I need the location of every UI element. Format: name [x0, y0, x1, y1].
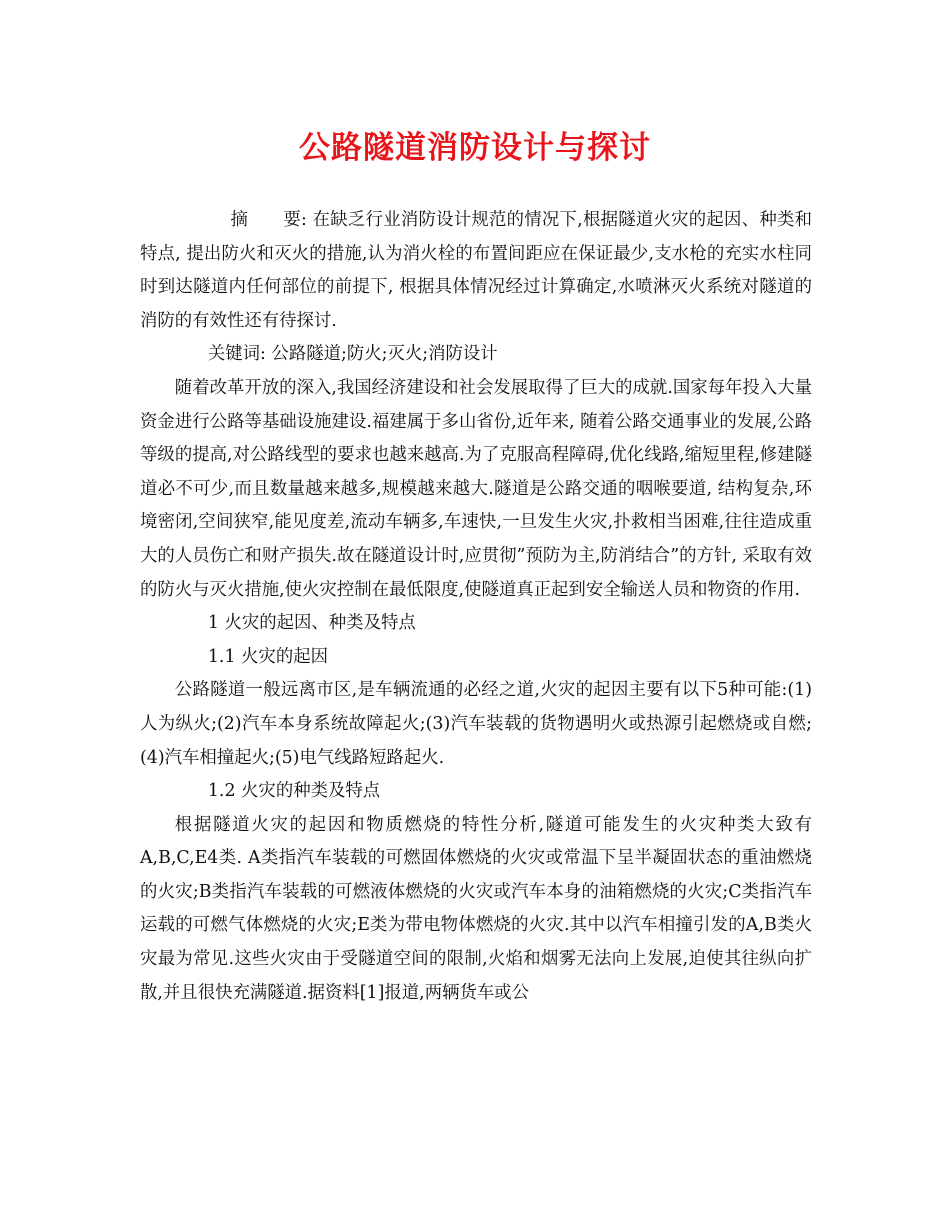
abstract-label: 摘 要: — [230, 210, 307, 230]
section-1-heading: 1 火灾的起因、种类及特点 — [207, 613, 416, 634]
abstract-paragraph — [140, 204, 812, 338]
keywords-label: 关键词: — [207, 344, 266, 365]
section-1-1-paragraph: 公路隧道一般远离市区,是车辆流通的必经之道,火灾的起因主要有以下5种可能:(1)人为纵火;(2)汽车本身系统故障起火;(3)汽车装载的货物遇明火或热源引起燃烧或自燃;(4)汽车相撞起火;(5)电气线路短路起火. — [140, 680, 812, 768]
intro-paragraph: 随着改革开放的深入,我国经济建设和社会发展取得了巨大的成就.国家每年投入大量资金进行公路等基础设施建设.福建属于多山省份,近年来, 随着公路交通事业的发展,公路等级的提高,对公路线型的要求也越来越高.为了克服高程障碍,优化线路,缩短里程,修建隧道必不可少,而且数量越来越多,规模越来越大.隧道是公路交通的咽喉要道, 结构复杂,环境密闭,空间狭窄,能见度差,流动车辆多,车速快,一旦发生火灾,扑救相当困难,往往造成重大的人员伤亡和财产损失.故在隧道设计时,应贯彻”预防为主,防消结合”的方针, 采取有效的防火与灭火措施,使火灾控制在最低限度,使隧道真正起到安全输送人员和物资的作用. — [140, 377, 812, 600]
document-body — [140, 204, 812, 1010]
keywords-paragraph — [140, 338, 812, 372]
abstract-text: 在缺乏行业消防设计规范的情况下,根据隧道火灾的起因、种类和特点, 提出防火和灭火的措施,认为消火栓的布置间距应在保证最少,支水枪的充实水柱同时到达隧道内任何部位的前提下, 根据具体情况经过计算确定,水喷淋灭火系统对隧道的消防的有效性还有待探讨. — [140, 210, 812, 331]
document-title: 公路隧道消防设计与探讨 — [299, 130, 651, 166]
section-1-2-heading: 1.2 火灾的种类及特点 — [207, 781, 381, 802]
section-1-1-heading: 1.1 火灾的起因 — [207, 646, 328, 667]
keywords-text: 公路隧道;防火;灭火;消防设计 — [265, 344, 498, 365]
section-1-2-paragraph: 根据隧道火灾的起因和物质燃烧的特性分析,隧道可能发生的火灾种类大致有A,B,C,E4类. A类指汽车装载的可燃固体燃烧的火灾或常温下呈半凝固状态的重油燃烧的火灾;B类指汽车装载的可燃液体燃烧的火灾或汽车本身的油箱燃烧的火灾;C类指汽车运载的可燃气体燃烧的火灾;E类为带电物体燃烧的火灾.其中以汽车相撞引发的A,B类火灾最为常见.这些火灾由于受隧道空间的限制,火焰和烟雾无法向上发展,迫使其往纵向扩散,并且很快充满隧道.据资料[1]报道,两辆货车或公 — [140, 814, 812, 1003]
